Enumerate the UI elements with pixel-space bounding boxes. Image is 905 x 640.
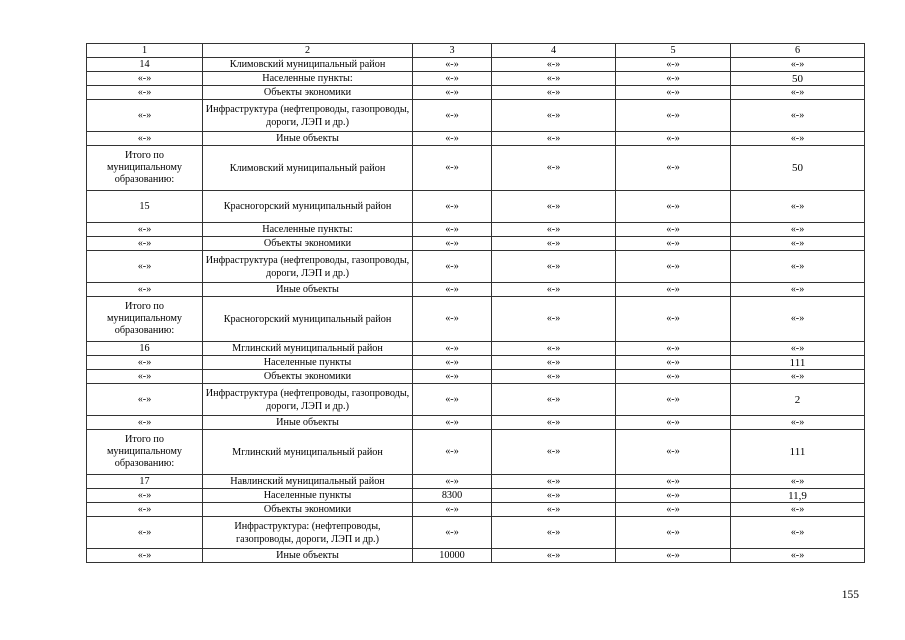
table-cell: «-»: [616, 370, 731, 384]
table-cell: Климовский муниципальный район: [203, 146, 413, 191]
table-cell: «-»: [616, 430, 731, 475]
table-cell: 111: [731, 356, 865, 370]
table-cell: «-»: [87, 72, 203, 86]
table-row: [87, 517, 865, 549]
table-cell: «-»: [492, 146, 616, 191]
table-cell: «-»: [731, 86, 865, 100]
table-cell: «-»: [413, 503, 492, 517]
table-row: [87, 223, 865, 237]
table-cell: 11,9: [731, 489, 865, 503]
table-cell: «-»: [492, 86, 616, 100]
table-cell: «-»: [413, 475, 492, 489]
table-cell: «-»: [492, 384, 616, 416]
table-cell: «-»: [616, 100, 731, 132]
table-cell: «-»: [492, 503, 616, 517]
table-cell: «-»: [87, 416, 203, 430]
table-cell: «-»: [413, 384, 492, 416]
table-cell: Объекты экономики: [203, 237, 413, 251]
table-cell: 8300: [413, 489, 492, 503]
table-row: [87, 251, 865, 283]
table-cell: «-»: [413, 517, 492, 549]
table-cell: «-»: [87, 503, 203, 517]
table-cell: Красногорский муниципальный район: [203, 297, 413, 342]
table-cell: «-»: [492, 237, 616, 251]
header-cell-3: 3: [413, 44, 492, 58]
table-cell: Населенные пункты: [203, 489, 413, 503]
table-cell: «-»: [731, 549, 865, 563]
table-cell: «-»: [87, 489, 203, 503]
table-cell: «-»: [87, 86, 203, 100]
table-cell: 111: [731, 430, 865, 475]
table-cell: «-»: [413, 191, 492, 223]
table-cell: Итого по муниципальному образованию:: [87, 430, 203, 475]
table-cell: «-»: [87, 132, 203, 146]
table-cell: «-»: [731, 191, 865, 223]
table-cell: «-»: [87, 283, 203, 297]
table-cell: «-»: [731, 370, 865, 384]
table-cell: «-»: [616, 384, 731, 416]
table-row: [87, 342, 865, 356]
table-cell: «-»: [492, 297, 616, 342]
table-cell: «-»: [616, 342, 731, 356]
table-row: [87, 384, 865, 416]
table-cell: 10000: [413, 549, 492, 563]
table-cell: «-»: [492, 430, 616, 475]
table-cell: «-»: [492, 416, 616, 430]
table-cell: 17: [87, 475, 203, 489]
table-cell: «-»: [87, 549, 203, 563]
table-cell: «-»: [87, 517, 203, 549]
table-cell: «-»: [616, 475, 731, 489]
table-row: [87, 475, 865, 489]
table-cell: Инфраструктура: (нефтепроводы, газопроводы, дороги, ЛЭП и др.): [203, 517, 413, 549]
table-row: [87, 237, 865, 251]
header-cell-1: 1: [87, 44, 203, 58]
table-cell: Объекты экономики: [203, 370, 413, 384]
table-cell: «-»: [616, 58, 731, 72]
table-cell: «-»: [492, 283, 616, 297]
table-cell: «-»: [731, 237, 865, 251]
table-cell: 15: [87, 191, 203, 223]
table-cell: «-»: [616, 297, 731, 342]
table-cell: 16: [87, 342, 203, 356]
table-row: [87, 58, 865, 72]
table-cell: «-»: [492, 517, 616, 549]
table-cell: «-»: [413, 430, 492, 475]
table-cell: «-»: [731, 416, 865, 430]
header-row: [87, 44, 865, 58]
table-cell: «-»: [616, 191, 731, 223]
table-cell: «-»: [413, 283, 492, 297]
table-row: [87, 549, 865, 563]
table-cell: «-»: [413, 356, 492, 370]
table-cell: «-»: [413, 132, 492, 146]
table-cell: «-»: [413, 100, 492, 132]
table-cell: Навлинский муниципальный район: [203, 475, 413, 489]
table-cell: «-»: [87, 370, 203, 384]
table-cell: «-»: [413, 223, 492, 237]
table-cell: Объекты экономики: [203, 503, 413, 517]
table-cell: «-»: [87, 237, 203, 251]
data-table: [86, 43, 865, 563]
table-cell: «-»: [731, 283, 865, 297]
table-cell: «-»: [731, 223, 865, 237]
table-cell: «-»: [492, 223, 616, 237]
table-cell: Итого по муниципальному образованию:: [87, 297, 203, 342]
table-row: [87, 297, 865, 342]
table-cell: «-»: [731, 297, 865, 342]
table-cell: «-»: [616, 549, 731, 563]
table-cell: «-»: [413, 370, 492, 384]
table-row: [87, 86, 865, 100]
table-cell: Инфраструктура (нефтепроводы, газопроводы, дороги, ЛЭП и др.): [203, 251, 413, 283]
table-cell: «-»: [616, 356, 731, 370]
header-cell-4: 4: [492, 44, 616, 58]
table-cell: «-»: [413, 72, 492, 86]
table-cell: «-»: [731, 475, 865, 489]
page-number: 155: [841, 589, 859, 601]
table-row: [87, 191, 865, 223]
header-cell-2: 2: [203, 44, 413, 58]
table-cell: «-»: [731, 503, 865, 517]
table-row: [87, 489, 865, 503]
table-row: [87, 416, 865, 430]
table-cell: Инфраструктура (нефтепроводы, газопроводы, дороги, ЛЭП и др.): [203, 384, 413, 416]
table-row: [87, 132, 865, 146]
table-cell: «-»: [492, 489, 616, 503]
header-cell-6: 6: [731, 44, 865, 58]
table-cell: «-»: [87, 223, 203, 237]
table-cell: «-»: [616, 132, 731, 146]
table-cell: 50: [731, 146, 865, 191]
table-cell: «-»: [616, 223, 731, 237]
table-cell: «-»: [616, 283, 731, 297]
table-cell: «-»: [731, 342, 865, 356]
table-cell: «-»: [87, 100, 203, 132]
table-cell: Климовский муниципальный район: [203, 58, 413, 72]
table-cell: «-»: [492, 251, 616, 283]
table-cell: Иные объекты: [203, 549, 413, 563]
table-cell: «-»: [616, 251, 731, 283]
table-cell: Иные объекты: [203, 283, 413, 297]
table-cell: «-»: [492, 549, 616, 563]
table-cell: «-»: [731, 251, 865, 283]
table-cell: «-»: [413, 251, 492, 283]
table-cell: «-»: [616, 86, 731, 100]
table-row: [87, 146, 865, 191]
table-cell: «-»: [616, 146, 731, 191]
table-row: [87, 100, 865, 132]
table-cell: Населенные пункты: [203, 356, 413, 370]
table-cell: «-»: [616, 503, 731, 517]
table-cell: «-»: [413, 237, 492, 251]
table-cell: «-»: [492, 58, 616, 72]
table-cell: Инфраструктура (нефтепроводы, газопроводы, дороги, ЛЭП и др.): [203, 100, 413, 132]
table-cell: Мглинский муниципальный район: [203, 342, 413, 356]
table-cell: «-»: [731, 132, 865, 146]
table-cell: «-»: [616, 72, 731, 86]
table-cell: «-»: [492, 356, 616, 370]
table-row: [87, 72, 865, 86]
table-cell: Красногорский муниципальный район: [203, 191, 413, 223]
table-cell: «-»: [731, 58, 865, 72]
table-cell: «-»: [87, 251, 203, 283]
table-cell: Мглинский муниципальный район: [203, 430, 413, 475]
table-row: [87, 370, 865, 384]
table-cell: Иные объекты: [203, 132, 413, 146]
table-cell: «-»: [87, 384, 203, 416]
table-cell: Населенные пункты:: [203, 223, 413, 237]
table-cell: «-»: [492, 191, 616, 223]
table-cell: «-»: [616, 416, 731, 430]
table-cell: «-»: [413, 146, 492, 191]
table-cell: Населенные пункты:: [203, 72, 413, 86]
table-cell: «-»: [492, 475, 616, 489]
table-cell: Иные объекты: [203, 416, 413, 430]
table-cell: «-»: [413, 58, 492, 72]
table-cell: «-»: [492, 342, 616, 356]
table-cell: «-»: [413, 86, 492, 100]
table-cell: «-»: [413, 342, 492, 356]
table-cell: «-»: [492, 370, 616, 384]
table-row: [87, 356, 865, 370]
table-cell: «-»: [492, 100, 616, 132]
table-cell: Объекты экономики: [203, 86, 413, 100]
table-cell: «-»: [413, 416, 492, 430]
table-cell: «-»: [616, 517, 731, 549]
table-cell: «-»: [413, 297, 492, 342]
table-cell: Итого по муниципальному образованию:: [87, 146, 203, 191]
table-cell: 2: [731, 384, 865, 416]
table-cell: «-»: [616, 489, 731, 503]
table-row: [87, 503, 865, 517]
table-cell: 50: [731, 72, 865, 86]
table-cell: «-»: [492, 132, 616, 146]
table-cell: 14: [87, 58, 203, 72]
table-row: [87, 430, 865, 475]
table-cell: «-»: [731, 100, 865, 132]
table-cell: «-»: [731, 517, 865, 549]
table-cell: «-»: [492, 72, 616, 86]
header-cell-5: 5: [616, 44, 731, 58]
table-body: [87, 58, 865, 563]
table-cell: «-»: [87, 356, 203, 370]
table-cell: «-»: [616, 237, 731, 251]
table-row: [87, 283, 865, 297]
